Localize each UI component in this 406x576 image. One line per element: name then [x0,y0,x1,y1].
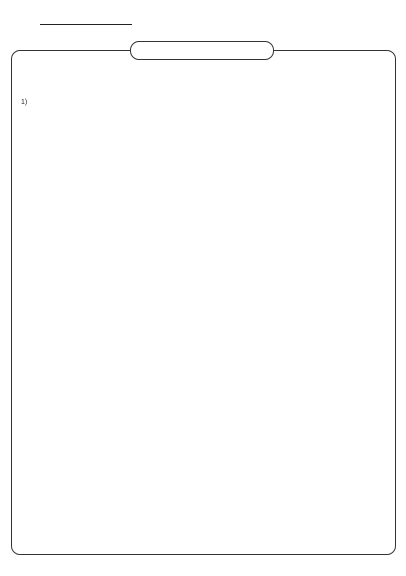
worksheet-frame [11,50,396,555]
worksheet-title [130,41,274,60]
problem-number: 1) [21,99,28,106]
name-line[interactable] [40,24,132,25]
